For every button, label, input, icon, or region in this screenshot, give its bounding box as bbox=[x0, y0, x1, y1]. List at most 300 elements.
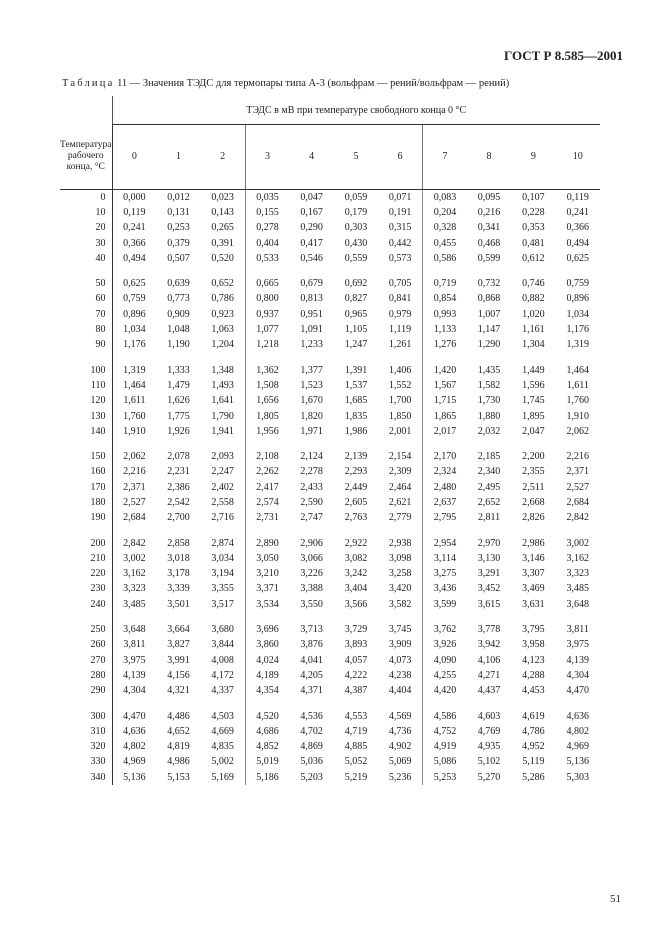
emf-value-cell: 2,200 bbox=[522, 451, 545, 463]
temperature-cell: 60 bbox=[60, 291, 112, 306]
emf-value-cell: 3,975 bbox=[566, 639, 590, 651]
emf-value-cell: 4,586 bbox=[423, 708, 467, 723]
column-header: 5 bbox=[334, 125, 378, 190]
group-spacer bbox=[60, 352, 600, 362]
emf-value-cell: 0,119 bbox=[566, 191, 589, 203]
temperature-cell: 150 bbox=[60, 449, 112, 464]
emf-value-cell: 4,636 bbox=[566, 710, 590, 722]
emf-value-cell: 2,324 bbox=[423, 464, 467, 479]
emf-value-cell: 4,337 bbox=[211, 685, 234, 697]
emf-value-cell: 0,586 bbox=[423, 251, 467, 266]
emf-value-cell: 2,747 bbox=[300, 512, 323, 524]
emf-value-cell: 2,652 bbox=[477, 496, 501, 508]
emf-value-cell: 4,288 bbox=[522, 669, 545, 681]
emf-value-cell: 2,716 bbox=[211, 512, 234, 524]
emf-value-cell: 4,986 bbox=[167, 756, 190, 768]
emf-value-cell: 0,937 bbox=[245, 307, 289, 322]
emf-value-cell: 1,020 bbox=[522, 308, 545, 320]
emf-value-cell: 2,763 bbox=[344, 512, 368, 524]
emf-value-cell: 3,534 bbox=[245, 597, 289, 612]
emf-value-cell: 1,986 bbox=[344, 425, 368, 437]
emf-value-cell: 3,827 bbox=[167, 639, 190, 651]
emf-value-cell: 3,795 bbox=[522, 624, 545, 636]
column-header-row bbox=[60, 125, 600, 190]
emf-value-cell: 3,778 bbox=[477, 624, 501, 636]
emf-value-cell: 4,090 bbox=[423, 653, 467, 668]
emf-value-cell: 1,362 bbox=[245, 362, 289, 377]
emf-value-cell: 1,941 bbox=[211, 425, 234, 437]
table-row bbox=[60, 362, 600, 377]
emf-value-cell: 1,493 bbox=[211, 379, 234, 391]
emf-value-cell: 0,290 bbox=[300, 222, 323, 234]
emf-value-cell: 3,926 bbox=[423, 637, 467, 652]
emf-value-cell: 0,625 bbox=[123, 278, 146, 290]
emf-value-cell: 5,002 bbox=[211, 756, 234, 768]
emf-value-cell: 1,820 bbox=[300, 410, 323, 422]
emf-value-cell: 1,290 bbox=[477, 339, 501, 351]
emf-value-cell: 1,261 bbox=[388, 339, 412, 351]
emf-value-cell: 2,247 bbox=[211, 466, 234, 478]
emf-value-cell: 2,527 bbox=[566, 481, 590, 493]
emf-value-cell: 0,241 bbox=[566, 206, 590, 218]
emf-value-cell: 3,178 bbox=[167, 568, 190, 580]
emf-value-cell: 2,216 bbox=[566, 451, 590, 463]
emf-value-cell: 1,034 bbox=[566, 308, 590, 320]
emf-value-cell: 4,520 bbox=[245, 708, 289, 723]
temperature-cell: 10 bbox=[60, 205, 112, 220]
emf-value-cell: 0,119 bbox=[123, 206, 146, 218]
emf-value-cell: 2,047 bbox=[522, 425, 545, 437]
temperature-cell: 220 bbox=[60, 566, 112, 581]
emf-value-cell: 3,975 bbox=[123, 654, 146, 666]
temperature-cell: 50 bbox=[60, 276, 112, 291]
emf-value-cell: 0,759 bbox=[566, 278, 590, 290]
emf-value-cell: 2,811 bbox=[477, 512, 501, 524]
emf-value-cell: 3,018 bbox=[167, 552, 190, 564]
emf-value-cell: 1,077 bbox=[245, 322, 289, 337]
table-row bbox=[60, 449, 600, 464]
emf-value-cell: 1,276 bbox=[423, 337, 467, 352]
column-header: 2 bbox=[201, 125, 245, 190]
emf-value-cell: 0,023 bbox=[211, 191, 234, 203]
emf-value-cell: 0,379 bbox=[167, 237, 190, 249]
table-row bbox=[60, 754, 600, 769]
emf-value-cell: 0,253 bbox=[167, 222, 190, 234]
emf-value-cell: 0,732 bbox=[477, 278, 501, 290]
emf-value-cell: 4,835 bbox=[211, 741, 234, 753]
temperature-cell: 110 bbox=[60, 378, 112, 393]
emf-value-cell: 5,236 bbox=[388, 771, 412, 783]
emf-value-cell: 1,508 bbox=[245, 378, 289, 393]
emf-value-cell: 0,430 bbox=[344, 237, 368, 249]
emf-value-cell: 2,621 bbox=[388, 496, 412, 508]
emf-value-cell: 0,923 bbox=[211, 308, 234, 320]
emf-value-cell: 2,170 bbox=[423, 449, 467, 464]
group-spacer bbox=[60, 525, 600, 535]
temperature-cell: 330 bbox=[60, 754, 112, 769]
emf-value-cell: 0,507 bbox=[167, 252, 190, 264]
table-row bbox=[60, 480, 600, 495]
emf-value-cell: 0,278 bbox=[245, 220, 289, 235]
emf-value-cell: 0,012 bbox=[167, 191, 190, 203]
emf-value-cell: 4,073 bbox=[388, 654, 412, 666]
emf-value-cell: 0,353 bbox=[522, 222, 545, 234]
emf-value-cell: 2,001 bbox=[388, 425, 412, 437]
emf-value-cell: 2,293 bbox=[344, 466, 368, 478]
emf-value-cell: 4,057 bbox=[344, 654, 368, 666]
emf-value-cell: 1,700 bbox=[388, 395, 412, 407]
emf-value-cell: 0,071 bbox=[388, 191, 412, 203]
emf-value-cell: 2,970 bbox=[477, 537, 501, 549]
emf-value-cell: 0,599 bbox=[477, 252, 501, 264]
emf-value-cell: 4,819 bbox=[167, 741, 190, 753]
emf-table-container bbox=[60, 96, 600, 785]
emf-value-cell: 3,485 bbox=[566, 583, 590, 595]
emf-value-cell: 1,420 bbox=[423, 362, 467, 377]
temperature-cell: 260 bbox=[60, 637, 112, 652]
temperature-cell: 180 bbox=[60, 495, 112, 510]
temperature-cell: 200 bbox=[60, 535, 112, 550]
emf-value-cell: 2,231 bbox=[167, 466, 190, 478]
emf-value-cell: 2,278 bbox=[300, 466, 323, 478]
emf-value-cell: 5,069 bbox=[388, 756, 412, 768]
emf-value-cell: 0,868 bbox=[477, 293, 501, 305]
emf-value-cell: 3,452 bbox=[477, 583, 501, 595]
table-caption bbox=[62, 78, 509, 89]
emf-value-cell: 1,204 bbox=[211, 339, 234, 351]
emf-value-cell: 1,626 bbox=[167, 395, 190, 407]
emf-value-cell: 5,219 bbox=[344, 771, 368, 783]
emf-value-cell: 4,387 bbox=[344, 685, 368, 697]
emf-value-cell: 2,433 bbox=[300, 481, 323, 493]
table-row bbox=[60, 551, 600, 566]
caption-text: 11 — Значения ТЭДС для термопары типа А-3 (вольфрам — рений/вольфрам — рений) bbox=[117, 78, 510, 89]
emf-value-cell: 2,108 bbox=[245, 449, 289, 464]
emf-value-cell: 1,656 bbox=[245, 393, 289, 408]
emf-value-cell: 1,790 bbox=[211, 410, 234, 422]
emf-value-cell: 3,388 bbox=[300, 583, 323, 595]
emf-value-cell: 3,664 bbox=[167, 624, 190, 636]
emf-value-cell: 0,391 bbox=[211, 237, 234, 249]
emf-value-cell: 3,599 bbox=[423, 597, 467, 612]
emf-value-cell: 3,098 bbox=[388, 552, 412, 564]
temperature-cell: 230 bbox=[60, 581, 112, 596]
emf-value-cell: 4,902 bbox=[388, 741, 412, 753]
emf-value-cell: 2,062 bbox=[566, 425, 590, 437]
emf-value-cell: 4,952 bbox=[522, 741, 545, 753]
table-row bbox=[60, 220, 600, 235]
emf-value-cell: 2,842 bbox=[123, 537, 146, 549]
table-row bbox=[60, 251, 600, 266]
emf-value-cell: 1,161 bbox=[522, 324, 545, 336]
emf-value-cell: 2,449 bbox=[344, 481, 368, 493]
emf-value-cell: 5,019 bbox=[245, 754, 289, 769]
table-row bbox=[60, 424, 600, 439]
emf-value-cell: 2,417 bbox=[245, 480, 289, 495]
emf-value-cell: 1,319 bbox=[566, 339, 590, 351]
emf-value-cell: 2,032 bbox=[477, 425, 501, 437]
emf-value-cell: 4,404 bbox=[388, 685, 412, 697]
column-header: 10 bbox=[556, 125, 600, 190]
emf-value-cell: 1,190 bbox=[167, 339, 190, 351]
emf-value-cell: 3,517 bbox=[211, 598, 234, 610]
emf-value-cell: 2,371 bbox=[123, 481, 146, 493]
emf-value-cell: 3,323 bbox=[566, 568, 590, 580]
emf-value-cell: 0,625 bbox=[566, 252, 590, 264]
emf-value-cell: 1,449 bbox=[522, 364, 545, 376]
emf-value-cell: 4,969 bbox=[123, 756, 146, 768]
emf-value-cell: 2,309 bbox=[388, 466, 412, 478]
emf-value-cell: 3,404 bbox=[344, 583, 368, 595]
units-header: ТЭДС в мВ при температуре свободного конца 0 °С bbox=[112, 96, 600, 125]
emf-value-cell: 4,885 bbox=[344, 741, 368, 753]
emf-value-cell: 3,066 bbox=[300, 552, 323, 564]
emf-value-cell: 4,172 bbox=[211, 669, 234, 681]
table-row bbox=[60, 637, 600, 652]
emf-value-cell: 4,802 bbox=[123, 741, 146, 753]
emf-value-cell: 3,713 bbox=[300, 624, 323, 636]
table-row bbox=[60, 566, 600, 581]
emf-value-cell: 1,760 bbox=[123, 410, 146, 422]
emf-value-cell: 4,024 bbox=[245, 653, 289, 668]
table-row bbox=[60, 337, 600, 352]
emf-value-cell: 0,896 bbox=[566, 293, 590, 305]
table-row bbox=[60, 408, 600, 423]
emf-value-cell: 3,162 bbox=[566, 552, 590, 564]
emf-value-cell: 4,636 bbox=[123, 725, 146, 737]
column-header: 9 bbox=[511, 125, 555, 190]
temperature-cell: 270 bbox=[60, 653, 112, 668]
emf-value-cell: 0,652 bbox=[211, 278, 234, 290]
emf-value-cell: 0,786 bbox=[211, 293, 234, 305]
emf-value-cell: 2,154 bbox=[388, 451, 412, 463]
temperature-cell: 130 bbox=[60, 408, 112, 423]
emf-value-cell: 0,813 bbox=[300, 293, 323, 305]
emf-value-cell: 0,993 bbox=[423, 307, 467, 322]
table-row bbox=[60, 510, 600, 525]
emf-value-cell: 1,537 bbox=[344, 379, 368, 391]
table-row bbox=[60, 205, 600, 220]
emf-value-cell: 2,062 bbox=[123, 451, 146, 463]
emf-value-cell: 0,665 bbox=[245, 276, 289, 291]
emf-value-cell: 0,059 bbox=[344, 191, 368, 203]
emf-value-cell: 4,536 bbox=[300, 710, 323, 722]
emf-value-cell: 2,684 bbox=[566, 496, 590, 508]
emf-value-cell: 2,464 bbox=[388, 481, 412, 493]
emf-value-cell: 0,612 bbox=[522, 252, 545, 264]
emf-value-cell: 1,176 bbox=[566, 324, 590, 336]
emf-value-cell: 0,303 bbox=[344, 222, 368, 234]
emf-value-cell: 1,775 bbox=[167, 410, 190, 422]
table-row bbox=[60, 668, 600, 683]
emf-value-cell: 3,745 bbox=[388, 624, 412, 636]
emf-value-cell: 1,745 bbox=[522, 395, 545, 407]
emf-value-cell: 5,253 bbox=[423, 770, 467, 785]
emf-value-cell: 1,835 bbox=[344, 410, 368, 422]
emf-value-cell: 1,319 bbox=[123, 364, 146, 376]
emf-value-cell: 3,485 bbox=[123, 598, 146, 610]
emf-value-cell: 2,574 bbox=[245, 495, 289, 510]
emf-value-cell: 4,852 bbox=[245, 739, 289, 754]
temperature-cell: 20 bbox=[60, 220, 112, 235]
emf-value-cell: 2,216 bbox=[123, 466, 146, 478]
emf-value-cell: 3,909 bbox=[388, 639, 412, 651]
table-row bbox=[60, 276, 600, 291]
emf-value-cell: 0,494 bbox=[123, 252, 146, 264]
emf-value-cell: 1,611 bbox=[123, 395, 146, 407]
emf-value-cell: 4,802 bbox=[566, 725, 590, 737]
emf-value-cell: 4,453 bbox=[522, 685, 545, 697]
temperature-cell: 300 bbox=[60, 708, 112, 723]
emf-value-cell: 2,590 bbox=[300, 496, 323, 508]
emf-value-cell: 0,705 bbox=[388, 278, 412, 290]
emf-value-cell: 1,926 bbox=[167, 425, 190, 437]
temperature-cell: 280 bbox=[60, 668, 112, 683]
emf-value-cell: 3,876 bbox=[300, 639, 323, 651]
emf-value-cell: 0,759 bbox=[123, 293, 146, 305]
emf-value-cell: 3,680 bbox=[211, 624, 234, 636]
emf-value-cell: 3,958 bbox=[522, 639, 545, 651]
emf-value-cell: 3,371 bbox=[245, 581, 289, 596]
emf-value-cell: 2,938 bbox=[388, 537, 412, 549]
emf-value-cell: 2,402 bbox=[211, 481, 234, 493]
emf-value-cell: 3,034 bbox=[211, 552, 234, 564]
emf-value-cell: 3,436 bbox=[423, 581, 467, 596]
emf-value-cell: 2,371 bbox=[566, 466, 590, 478]
emf-value-cell: 3,420 bbox=[388, 583, 412, 595]
emf-value-cell: 3,002 bbox=[566, 537, 590, 549]
table-row bbox=[60, 683, 600, 698]
emf-value-cell: 3,258 bbox=[388, 568, 412, 580]
emf-value-cell: 4,420 bbox=[423, 683, 467, 698]
emf-value-cell: 5,270 bbox=[477, 771, 501, 783]
emf-table bbox=[60, 96, 600, 785]
emf-value-cell: 4,669 bbox=[211, 725, 234, 737]
emf-value-cell: 0,854 bbox=[423, 291, 467, 306]
emf-value-cell: 3,050 bbox=[245, 551, 289, 566]
temperature-cell: 250 bbox=[60, 622, 112, 637]
emf-value-cell: 0,241 bbox=[123, 222, 146, 234]
emf-value-cell: 4,702 bbox=[300, 725, 323, 737]
temperature-cell: 210 bbox=[60, 551, 112, 566]
emf-value-cell: 3,811 bbox=[566, 624, 589, 636]
emf-value-cell: 2,684 bbox=[123, 512, 146, 524]
emf-value-cell: 5,153 bbox=[167, 771, 190, 783]
emf-value-cell: 0,773 bbox=[167, 293, 190, 305]
emf-value-cell: 1,304 bbox=[522, 339, 545, 351]
table-row bbox=[60, 307, 600, 322]
emf-value-cell: 2,511 bbox=[522, 481, 545, 493]
emf-value-cell: 3,844 bbox=[211, 639, 234, 651]
emf-value-cell: 4,008 bbox=[211, 654, 234, 666]
column-header: 8 bbox=[467, 125, 511, 190]
emf-value-cell: 4,470 bbox=[123, 710, 146, 722]
emf-value-cell: 5,169 bbox=[211, 771, 234, 783]
emf-value-cell: 4,222 bbox=[344, 669, 368, 681]
group-spacer bbox=[60, 266, 600, 276]
table-body bbox=[60, 189, 600, 785]
emf-value-cell: 1,582 bbox=[477, 379, 501, 391]
emf-value-cell: 4,486 bbox=[167, 710, 190, 722]
emf-value-cell: 5,203 bbox=[300, 771, 323, 783]
emf-value-cell: 0,404 bbox=[245, 235, 289, 250]
emf-value-cell: 0,546 bbox=[300, 252, 323, 264]
emf-value-cell: 5,086 bbox=[423, 754, 467, 769]
emf-value-cell: 0,494 bbox=[566, 237, 590, 249]
temperature-cell: 170 bbox=[60, 480, 112, 495]
column-header: 4 bbox=[289, 125, 333, 190]
emf-value-cell: 3,648 bbox=[566, 598, 590, 610]
emf-value-cell: 1,333 bbox=[167, 364, 190, 376]
emf-value-cell: 1,406 bbox=[388, 364, 412, 376]
standard-header: ГОСТ Р 8.585—2001 bbox=[504, 48, 623, 63]
emf-value-cell: 2,605 bbox=[344, 496, 368, 508]
emf-value-cell: 3,226 bbox=[300, 568, 323, 580]
emf-value-cell: 0,000 bbox=[123, 191, 146, 203]
emf-value-cell: 1,218 bbox=[245, 337, 289, 352]
emf-value-cell: 0,520 bbox=[211, 252, 234, 264]
emf-value-cell: 2,495 bbox=[477, 481, 501, 493]
emf-value-cell: 0,827 bbox=[344, 293, 368, 305]
emf-value-cell: 3,114 bbox=[423, 551, 467, 566]
temperature-cell: 80 bbox=[60, 322, 112, 337]
table-row bbox=[60, 739, 600, 754]
emf-value-cell: 2,386 bbox=[167, 481, 190, 493]
emf-value-cell: 0,228 bbox=[522, 206, 545, 218]
group-spacer bbox=[60, 612, 600, 622]
emf-value-cell: 5,052 bbox=[344, 756, 368, 768]
temperature-cell: 100 bbox=[60, 362, 112, 377]
emf-value-cell: 1,523 bbox=[300, 379, 323, 391]
caption-prefix: Таблица bbox=[62, 78, 115, 89]
table-row bbox=[60, 653, 600, 668]
table-row bbox=[60, 464, 600, 479]
emf-value-cell: 4,736 bbox=[388, 725, 412, 737]
table-row bbox=[60, 291, 600, 306]
emf-value-cell: 0,417 bbox=[300, 237, 323, 249]
temperature-cell: 240 bbox=[60, 597, 112, 612]
emf-value-cell: 4,786 bbox=[522, 725, 545, 737]
emf-value-cell: 2,637 bbox=[423, 495, 467, 510]
emf-value-cell: 2,185 bbox=[477, 451, 501, 463]
emf-value-cell: 1,247 bbox=[344, 339, 368, 351]
emf-value-cell: 4,271 bbox=[477, 669, 501, 681]
emf-value-cell: 3,615 bbox=[477, 598, 501, 610]
emf-value-cell: 0,896 bbox=[123, 308, 146, 320]
emf-value-cell: 3,339 bbox=[167, 583, 190, 595]
emf-value-cell: 2,795 bbox=[423, 510, 467, 525]
emf-value-cell: 5,136 bbox=[566, 756, 590, 768]
emf-value-cell: 4,189 bbox=[245, 668, 289, 683]
emf-value-cell: 4,719 bbox=[344, 725, 368, 737]
emf-value-cell: 1,348 bbox=[211, 364, 234, 376]
emf-value-cell: 3,002 bbox=[123, 552, 146, 564]
emf-value-cell: 2,527 bbox=[123, 496, 146, 508]
emf-value-cell: 3,275 bbox=[423, 566, 467, 581]
emf-value-cell: 0,573 bbox=[388, 252, 412, 264]
emf-value-cell: 4,255 bbox=[423, 668, 467, 683]
emf-value-cell: 0,455 bbox=[423, 235, 467, 250]
emf-value-cell: 3,146 bbox=[522, 552, 545, 564]
emf-value-cell: 1,715 bbox=[423, 393, 467, 408]
emf-value-cell: 3,501 bbox=[167, 598, 190, 610]
emf-value-cell: 0,204 bbox=[423, 205, 467, 220]
emf-value-cell: 1,910 bbox=[566, 410, 590, 422]
temperature-cell: 140 bbox=[60, 424, 112, 439]
emf-value-cell: 4,503 bbox=[211, 710, 234, 722]
table-row bbox=[60, 597, 600, 612]
temperature-cell: 90 bbox=[60, 337, 112, 352]
